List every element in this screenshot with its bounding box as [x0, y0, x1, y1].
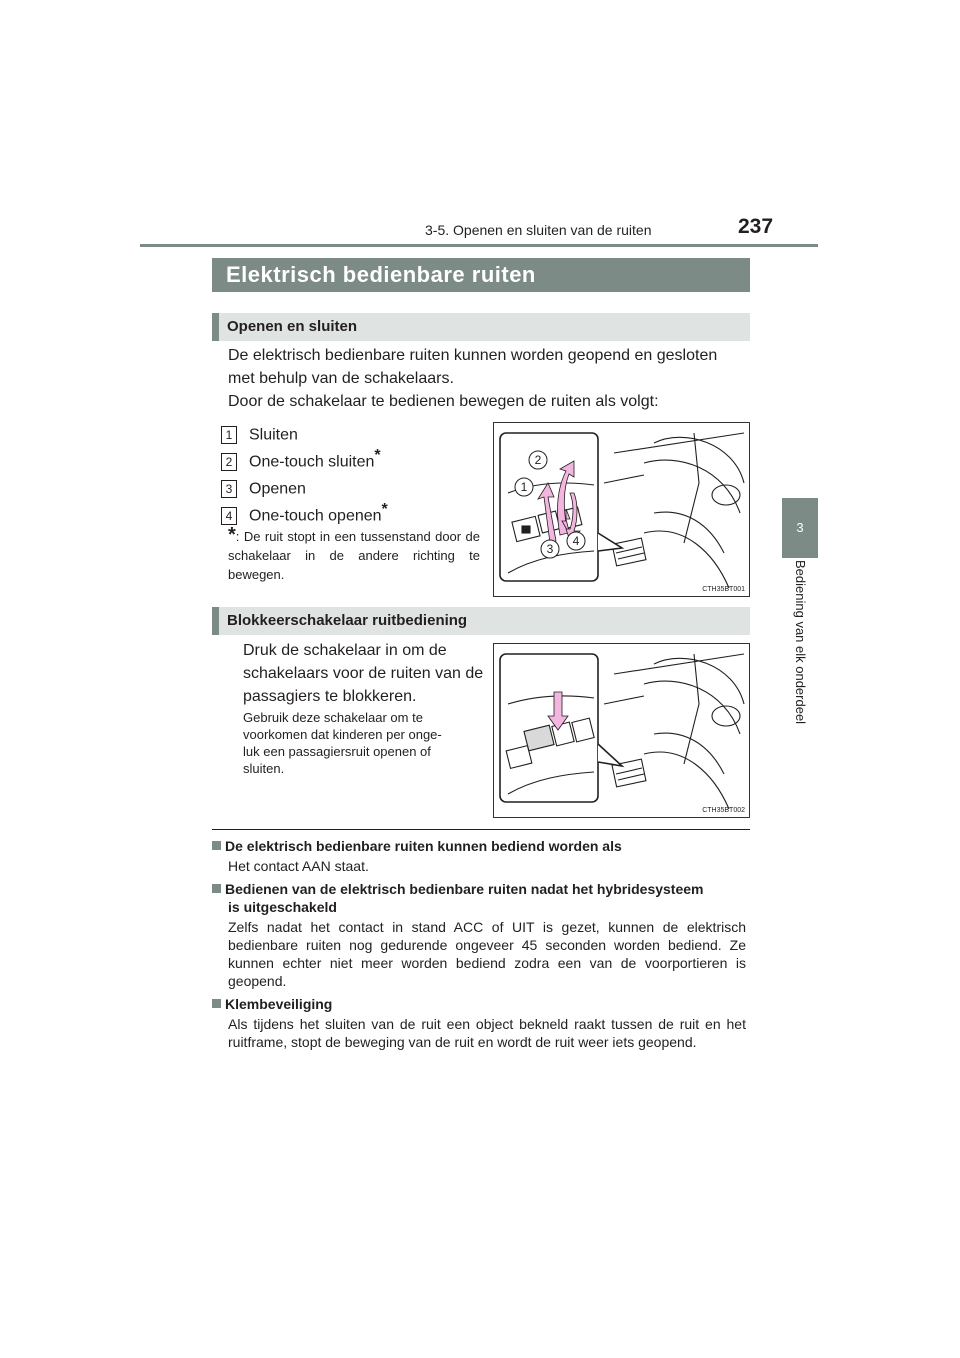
list-item: [221, 473, 306, 497]
note-line: luk een passagiersruit openen of: [243, 744, 431, 759]
note-heading-cont: is uitgeschakeld: [228, 899, 337, 915]
intro-line: Door de schakelaar te bedienen bewegen de ruiten als volgt:: [228, 393, 659, 410]
footnote-text: : De ruit stopt in een tussenstand door de schakelaar in de andere richting te bewegen.: [228, 529, 480, 582]
item-label: Sluiten: [249, 426, 298, 444]
header-divider: [140, 244, 818, 247]
item-number: 4: [221, 507, 237, 525]
figure-lock-switch: [493, 643, 750, 818]
note-body: Zelfs nadat het contact in stand ACC of UIT is gezet, kunnen de elektrisch bedienbare ruiten nog gedurende ongeveer 45 seconden worden bediend. Ze kunnen echter niet meer worden bediend zodra een van de voorportieren is geopend.: [228, 919, 746, 989]
footnote: [228, 526, 480, 584]
note-line: sluiten.: [243, 761, 285, 776]
item-number: 3: [221, 480, 237, 498]
item-label: One-touch openen: [249, 507, 382, 525]
intro-line: De elektrisch bedienbare ruiten kunnen worden geopend en gesloten: [228, 347, 718, 364]
callout-2: 2: [534, 453, 542, 467]
list-item: [221, 419, 298, 443]
direction-arrows: [538, 461, 580, 543]
section-divider: [212, 829, 750, 830]
section2-note: [243, 709, 483, 777]
list-item: [221, 500, 388, 524]
note-heading: De elektrisch bedienbare ruiten kunnen bediend worden als: [212, 837, 622, 855]
figure-window-switch: [493, 422, 750, 597]
bullet-square-icon: [212, 884, 221, 893]
bullet-square-icon: [212, 841, 221, 850]
figure-code: CTH35BT001: [702, 586, 745, 593]
bullet-square-icon: [212, 999, 221, 1008]
window-switch-illustration: [494, 423, 749, 596]
item-number: 2: [221, 453, 237, 471]
section1-intro: [228, 344, 750, 413]
footnote-star: *: [374, 447, 381, 464]
section-heading-open-close: Openen en sluiten: [212, 313, 750, 341]
running-header: 3-5. Openen en sluiten van de ruiten: [425, 222, 652, 238]
footnote-star: *: [381, 501, 388, 518]
section-heading-lock-switch: Blokkeerschakelaar ruitbediening: [212, 607, 750, 635]
body-line: schakelaars voor de ruiten van de: [243, 665, 484, 682]
callout-3: 3: [546, 542, 554, 556]
item-label: Openen: [249, 480, 306, 498]
section2-body: [243, 639, 488, 708]
chapter-tab[interactable]: 3: [782, 498, 818, 558]
note-line: Gebruik deze schakelaar om te: [243, 710, 423, 725]
footnote-star: *: [228, 524, 236, 546]
page-title: Elektrisch bedienbare ruiten: [212, 258, 750, 292]
body-line: Druk de schakelaar in om de: [243, 642, 447, 659]
callout-1: 1: [520, 480, 528, 494]
page-number: 237: [738, 215, 774, 238]
list-item: [221, 446, 381, 470]
figure-code: CTH35BT002: [702, 807, 745, 814]
item-number: 1: [221, 426, 237, 444]
note-body: Als tijdens het sluiten van de ruit een object bekneld raakt tussen de ruit en het ruitframe, stopt de beweging van de ruit en wordt de ruit weer iets geopend.: [228, 1016, 746, 1050]
note-heading: Klembeveiliging: [212, 995, 332, 1013]
note-body: Het contact AAN staat.: [228, 858, 369, 874]
item-label: One-touch sluiten: [249, 453, 375, 471]
body-line: passagiers te blokkeren.: [243, 688, 417, 705]
lock-switch-illustration: [494, 644, 749, 817]
chapter-title: Bediening van elk onderdeel: [793, 560, 808, 725]
callout-4: 4: [572, 534, 580, 548]
press-arrow: [548, 692, 568, 730]
note-line: voorkomen dat kinderen per onge-: [243, 727, 442, 742]
intro-line: met behulp van de schakelaars.: [228, 370, 454, 387]
note-heading: Bedienen van de elektrisch bedienbare ruiten nadat het hybridesysteem: [212, 880, 750, 898]
